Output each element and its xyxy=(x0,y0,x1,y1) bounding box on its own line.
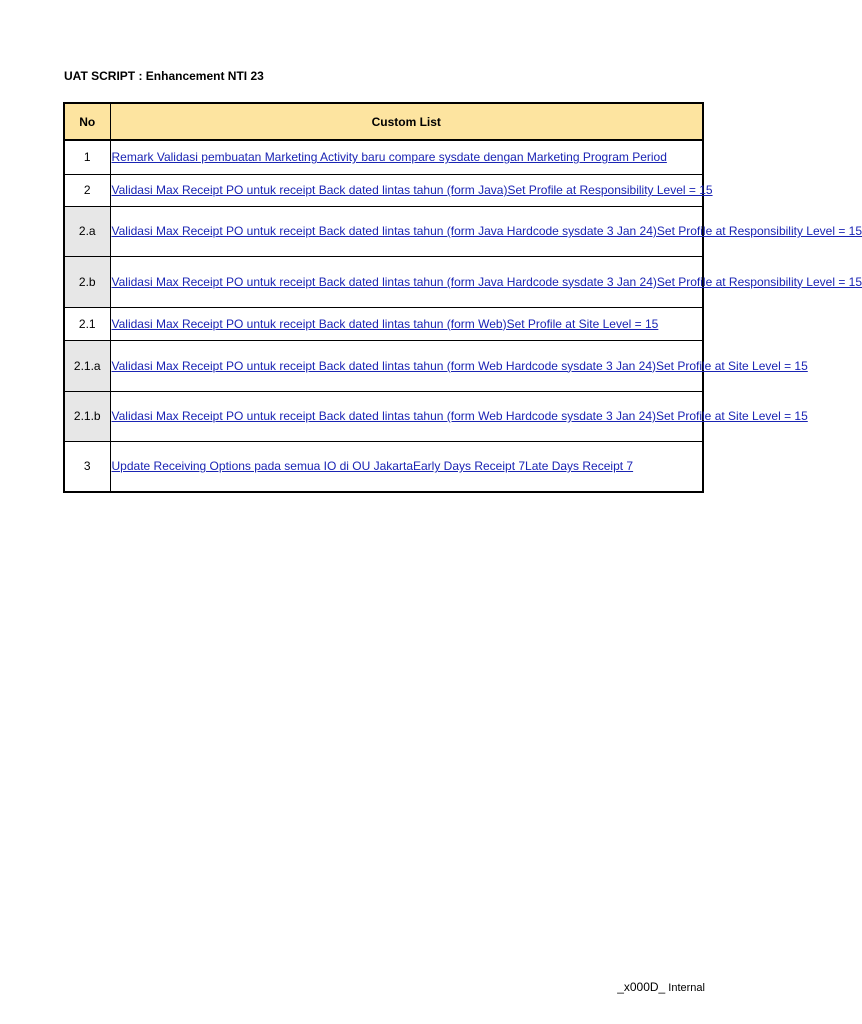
column-header-custom-list: Custom List xyxy=(110,103,703,140)
row-cell xyxy=(110,256,862,307)
table-row xyxy=(64,307,703,340)
row-number: 3 xyxy=(64,441,110,492)
table-row xyxy=(64,340,703,391)
column-header-no: No xyxy=(64,103,110,140)
custom-list-table xyxy=(63,102,862,493)
footer-code: _x000D_ xyxy=(617,980,666,994)
row-link[interactable]: Validasi Max Receipt PO untuk receipt Back dated lintas tahun (form Java Hardcode sysdate 3 Jan 24)Set Profile at Responsibility Level = 15 xyxy=(111,224,862,238)
page-title: UAT SCRIPT : Enhancement NTI 23 xyxy=(64,69,264,83)
table-row xyxy=(64,441,703,492)
row-link[interactable]: Validasi Max Receipt PO untuk receipt Back dated lintas tahun (form Web Hardcode sysdate 3 Jan 24)Set Profile at Site Level = 15 xyxy=(111,358,808,373)
table-row xyxy=(64,140,703,174)
row-number: 2.1.b xyxy=(64,391,110,441)
table-row xyxy=(64,206,703,256)
row-link[interactable]: Validasi Max Receipt PO untuk receipt Back dated lintas tahun (form Java Hardcode sysdate 3 Jan 24)Set Profile at Responsibility Level = 15 xyxy=(111,274,862,289)
footer-classification xyxy=(617,980,705,994)
row-number: 2.b xyxy=(64,256,110,307)
row-number: 2.a xyxy=(64,206,110,256)
row-number: 2.1.a xyxy=(64,340,110,391)
row-cell xyxy=(110,206,862,256)
table-row xyxy=(64,256,703,307)
row-cell xyxy=(110,140,703,174)
row-number: 2.1 xyxy=(64,307,110,340)
row-cell xyxy=(110,174,713,206)
footer-internal-label: Internal xyxy=(668,982,705,994)
table-row xyxy=(64,391,703,441)
table-row xyxy=(64,174,703,206)
row-link[interactable]: Validasi Max Receipt PO untuk receipt Back dated lintas tahun (form Java)Set Profile at Responsibility Level = 15 xyxy=(111,183,713,197)
row-cell xyxy=(110,391,808,441)
row-cell xyxy=(110,340,808,391)
row-link[interactable]: Remark Validasi pembuatan Marketing Activity baru compare sysdate dengan Marketing Program Period xyxy=(111,150,667,165)
table-header-row xyxy=(64,103,703,140)
row-cell xyxy=(110,307,703,340)
row-number: 1 xyxy=(64,140,110,174)
row-cell xyxy=(110,441,703,492)
row-link[interactable]: Update Receiving Options pada semua IO di OU JakartaEarly Days Receipt 7Late Days Receipt 7 xyxy=(111,459,634,474)
row-link[interactable]: Validasi Max Receipt PO untuk receipt Back dated lintas tahun (form Web)Set Profile at Site Level = 15 xyxy=(111,316,659,331)
row-link[interactable]: Validasi Max Receipt PO untuk receipt Back dated lintas tahun (form Web Hardcode sysdate 3 Jan 24)Set Profile at Site Level = 15 xyxy=(111,409,808,423)
row-number: 2 xyxy=(64,174,110,206)
